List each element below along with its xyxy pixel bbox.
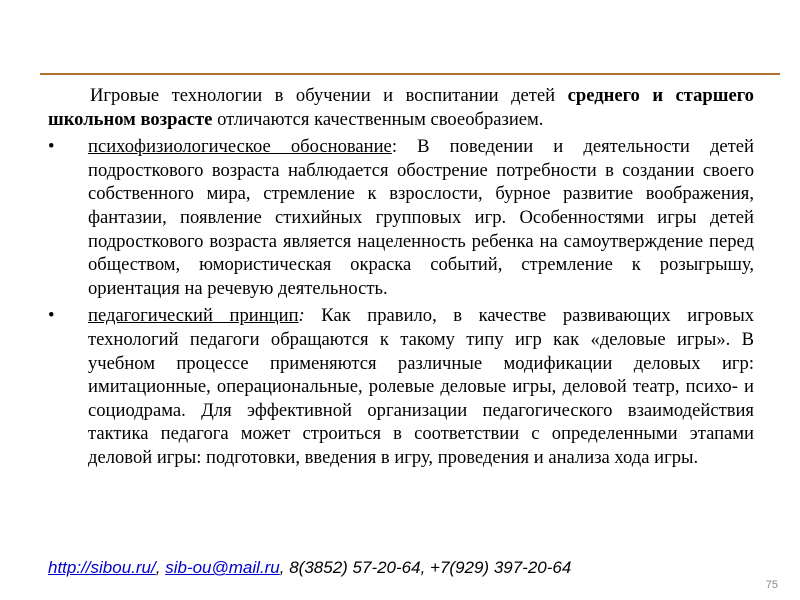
bullet-marker: • bbox=[48, 305, 55, 327]
bullet-term: педагогический принцип bbox=[88, 305, 299, 327]
bullet-psychophysiological bbox=[48, 135, 754, 300]
bullet-term: психофизиологическое обоснование bbox=[88, 136, 392, 158]
intro-paragraph bbox=[48, 84, 754, 131]
bullet-separator: : bbox=[391, 136, 397, 158]
bullet-text: В поведении и деятельности детей подросткового возраста наблюдается обострение потребности в создании своего собственного мира, стремление к взрослости, бурное развитие воображения, фантазии, появление стихийных групповых игр. Особенностями игры детей подросткового возраста является нацеленность ребенка на самоутверждение перед обществом, юмористическая окраска событий, стремление к розыгрышу, ориентация на речевую деятельность. bbox=[88, 136, 754, 299]
slide-body bbox=[48, 84, 754, 470]
page-number: 75 bbox=[765, 579, 778, 591]
footer-phones: , 8(3852) 57-20-64, +7(929) 397-20-64 bbox=[279, 558, 572, 577]
intro-text-end: отличаются качественным своеобразием. bbox=[212, 108, 544, 130]
footer-separator: , bbox=[155, 558, 166, 577]
bullet-marker: • bbox=[48, 136, 55, 158]
intro-bold-text: среднего и старшего школьном возрасте bbox=[48, 85, 754, 130]
intro-text: Игровые технологии в обучении и воспитании детей bbox=[90, 85, 568, 106]
website-link[interactable]: http://sibou.ru/ bbox=[48, 558, 156, 577]
bullet-separator: : bbox=[298, 305, 305, 327]
top-divider bbox=[40, 73, 780, 75]
bullet-pedagogical bbox=[48, 304, 754, 469]
contact-footer bbox=[48, 558, 571, 578]
email-link[interactable]: sib-ou@mail.ru bbox=[165, 558, 280, 577]
bullet-text: Как правило, в качестве развивающих игровых технологий педагоги обращаются к такому типу игр как «деловые игры». В учебном процессе применяются различные модификации деловых игр: имитационные, операциональные, ролевые деловые игры, деловой театр, психо- и социодрама. Для эффективной организации педагогического взаимодействия тактика педагога может строиться в соответствии с определенными этапами деловой игры: подготовки, введения в игру, проведения и анализа хода игры. bbox=[88, 305, 754, 468]
